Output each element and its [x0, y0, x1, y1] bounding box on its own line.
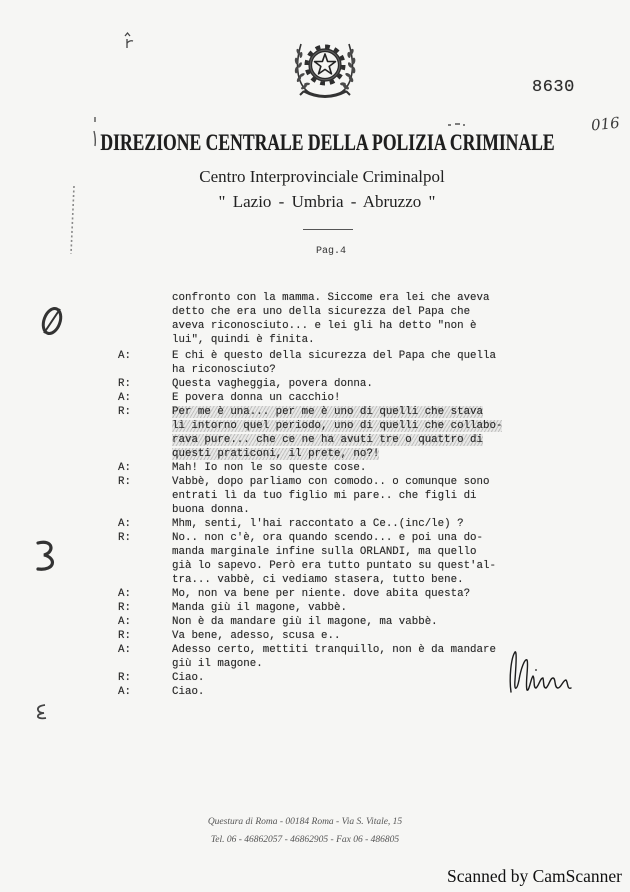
footer-phone: Tel. 06 - 46862057 - 46862905 - Fax 06 - 486805 — [210, 835, 400, 845]
transcript-line: Vabbè, dopo parliamo con comodo.. o comunque sono — [172, 476, 490, 488]
transcript-line: Ciao. — [172, 686, 205, 698]
agency-region: " Lazio - Umbria - Abruzzo " — [218, 192, 436, 211]
transcript-row — [0, 573, 630, 587]
transcript-entry — [0, 461, 630, 475]
transcript-line: Mhm, senti, l'hai raccontato a Ce..(inc/le) ? — [172, 518, 464, 530]
bottom-margin-mark — [38, 705, 46, 718]
transcript-row — [0, 305, 630, 319]
transcript-body — [0, 291, 630, 699]
transcript-row — [0, 433, 630, 447]
speaker-label: A: — [118, 350, 131, 362]
transcript-line: già lo sapevo. Però era tutto puntato su quest'al- — [172, 560, 496, 572]
speaker-label: R: — [118, 630, 131, 642]
transcript-row — [0, 419, 630, 433]
ribbon — [300, 91, 350, 97]
transcript-line: No.. non c'è, ora quando scendo... e poi una do- — [172, 532, 484, 544]
transcript-row — [0, 333, 630, 347]
handwritten-number: 016 — [590, 113, 621, 135]
transcript-line: E povera donna un cacchio! — [172, 392, 341, 404]
transcript-row — [0, 391, 630, 405]
transcript-entry — [0, 391, 630, 405]
transcript-entry — [0, 629, 630, 643]
transcript-line: manda marginale infine sulla ORLANDI, ma quello — [172, 546, 477, 558]
top-margin-mark — [125, 33, 133, 48]
header-divider — [303, 229, 353, 230]
transcript-row — [0, 531, 630, 545]
transcript-line: detto che era uno della sicurezza del Papa che — [172, 306, 471, 318]
transcript-row — [0, 363, 630, 377]
speaker-label: A: — [118, 462, 131, 474]
agency-subtitle: Centro Interprovinciale Criminalpol — [199, 167, 445, 186]
transcript-row — [0, 377, 630, 391]
transcript-line: giù il magone. — [172, 658, 263, 670]
transcript-line: Adesso certo, mettiti tranquillo, non è da mandare — [172, 644, 496, 656]
transcript-row — [0, 291, 630, 305]
transcript-entry — [0, 601, 630, 615]
document-number: 8630 — [532, 78, 575, 97]
transcript-line: tra... vabbè, ci vediamo stasera, tutto bene. — [172, 574, 464, 586]
transcript-line: E chi è questo della sicurezza del Papa che quella — [172, 350, 496, 362]
speaker-label: A: — [118, 644, 131, 656]
transcript-row — [0, 559, 630, 573]
transcript-row — [0, 461, 630, 475]
speaker-label: R: — [118, 378, 131, 390]
transcript-row — [0, 489, 630, 503]
speaker-label: R: — [118, 602, 131, 614]
transcript-line: questi praticoni, il prete, no?! — [172, 448, 380, 460]
speaker-label: A: — [118, 616, 131, 628]
transcript-row — [0, 349, 630, 363]
transcript-row — [0, 545, 630, 559]
transcript-line: lui", quindi è finita. — [172, 334, 315, 346]
transcript-entry — [0, 377, 630, 391]
transcript-row — [0, 475, 630, 489]
speaker-label: R: — [118, 532, 131, 544]
transcript-line: Non è da mandare giù il magone, ma vabbè. — [172, 616, 438, 628]
speaker-label: A: — [118, 588, 131, 600]
speaker-label: A: — [118, 392, 131, 404]
speaker-label: A: — [118, 518, 131, 530]
transcript-entry — [0, 517, 630, 531]
transcript-line: Va bene, adesso, scusa e.. — [172, 630, 341, 642]
transcript-line: confronto con la mamma. Siccome era lei che aveva — [172, 292, 490, 304]
transcript-line: Per me è una... per me è uno di quelli che stava — [172, 406, 484, 418]
scanner-watermark: Scanned by CamScanner — [447, 866, 622, 886]
transcript-entry — [0, 475, 630, 517]
transcript-line: Ciao. — [172, 672, 205, 684]
transcript-line: Mah! Io non le so queste cose. — [172, 462, 367, 474]
agency-title — [0, 130, 630, 159]
transcript-line: rava pure... che ce ne ha avuti tre o quattro di — [172, 434, 484, 446]
transcript-row — [0, 587, 630, 601]
transcript-entry — [0, 349, 630, 377]
page-number: Pag.4 — [316, 246, 347, 257]
transcript-line: Questa vagheggia, povera donna. — [172, 378, 373, 390]
transcript-entry — [0, 405, 630, 461]
transcript-line: Mo, non va bene per niente. dove abita questa? — [172, 588, 471, 600]
transcript-row — [0, 629, 630, 643]
transcript-entry — [0, 291, 630, 347]
transcript-line: Manda giù il magone, vabbè. — [172, 602, 347, 614]
agency-title-text: DIREZIONE CENTRALE DELLA POLIZIA CRIMINALE — [100, 130, 556, 155]
speaker-label: A: — [118, 686, 131, 698]
republic-emblem-icon — [289, 33, 361, 101]
transcript-line: aveva riconosciuto... e lei gli ha detto "non è — [172, 320, 477, 332]
transcript-entry — [0, 615, 630, 629]
transcript-entry — [0, 587, 630, 601]
transcript-line: ha riconosciuto? — [172, 364, 276, 376]
transcript-line: entrati lì da tuo figlio mi pare.. che figli di — [172, 490, 477, 502]
transcript-row — [0, 503, 630, 517]
olive-branch — [294, 44, 310, 93]
transcript-row — [0, 405, 630, 419]
transcript-row — [0, 517, 630, 531]
transcript-line: buona donna. — [172, 504, 250, 516]
transcript-line: lì intorno quel periodo, uno di quelli che collabo- — [172, 420, 503, 432]
footer-address: Questura di Roma - 00184 Roma - Via S. Vitale, 15 — [207, 817, 403, 827]
transcript-row — [0, 447, 630, 461]
transcript-row — [0, 601, 630, 615]
signature — [503, 646, 577, 706]
transcript-row — [0, 319, 630, 333]
speaker-label: R: — [118, 672, 131, 684]
transcript-row — [0, 615, 630, 629]
speaker-label: R: — [118, 406, 131, 418]
transcript-entry — [0, 531, 630, 587]
speaker-label: R: — [118, 476, 131, 488]
